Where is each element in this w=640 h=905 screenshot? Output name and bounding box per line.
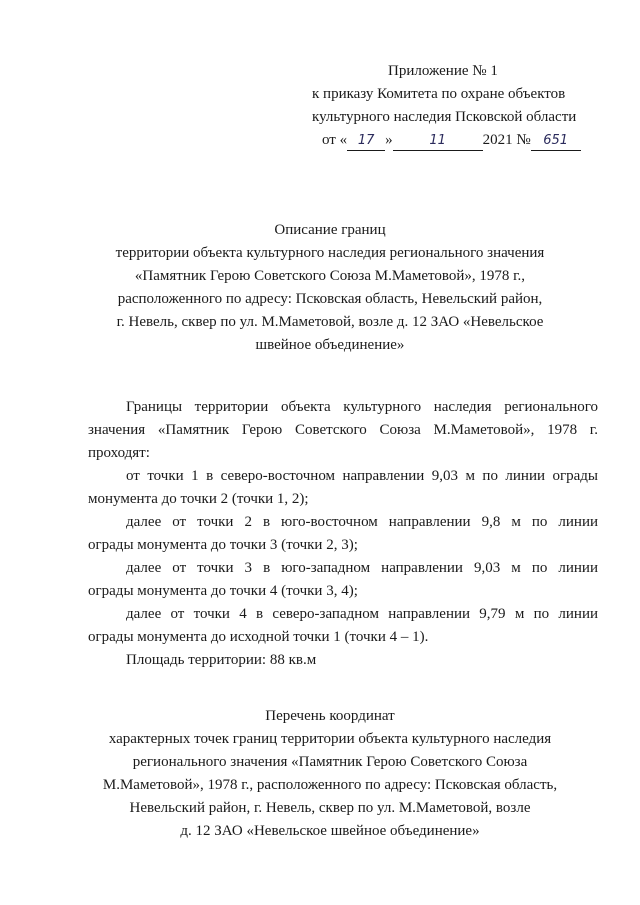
boundary-description-body <box>88 396 598 672</box>
body-line: проходят: <box>88 445 150 461</box>
body-line: далее от точки 4 в северо-западном направлении 9,79 м по линии <box>126 606 598 622</box>
body-line: ограды монумента до точки 3 (точки 2, 3); <box>88 537 358 553</box>
date-year: 2021 № <box>482 132 531 148</box>
area-line: Площадь территории: 88 кв.м <box>126 652 317 668</box>
title-line: характерных точек границ территории объекта культурного наследия <box>108 731 552 747</box>
order-number: 651 <box>531 132 581 151</box>
body-line: Границы территории объекта культурного наследия регионального <box>126 399 598 415</box>
order-reference: к приказу Комитета по охране объектов <box>312 86 566 102</box>
body-line: далее от точки 2 в юго-восточном направлении 9,8 м по линии <box>126 514 598 530</box>
body-line: ограды монумента до исходной точки 1 (точки 4 – 1). <box>88 629 429 645</box>
title-line: территории объекта культурного наследия регионального значения <box>115 245 545 261</box>
date-prefix: от « <box>322 132 348 148</box>
boundary-description-title <box>60 219 600 357</box>
title-line: регионального значения «Памятник Герою Советского Союза <box>132 754 528 770</box>
body-line: значения «Памятник Герою Советского Союза М.Маметовой», 1978 г. <box>88 422 598 438</box>
title-line: д. 12 ЗАО «Невельское швейное объединение» <box>180 823 480 839</box>
body-line: от точки 1 в северо-восточном направлении 9,03 м по линии ограды <box>126 468 598 484</box>
title-line: Перечень координат <box>265 708 395 724</box>
title-line: М.Маметовой», 1978 г., расположенного по адресу: Псковская область, <box>102 777 558 793</box>
date-day: 17 <box>347 132 385 151</box>
body-line: далее от точки 3 в юго-западном направлении 9,03 м по линии <box>126 560 598 576</box>
appendix-header <box>312 60 612 152</box>
title-line: г. Невель, сквер по ул. М.Маметовой, возле д. 12 ЗАО «Невельское <box>116 314 544 330</box>
date-month: 11 <box>393 132 483 151</box>
order-date-line <box>312 129 612 152</box>
title-line: Невельский район, г. Невель, сквер по ул. М.Маметовой, возле <box>129 800 531 816</box>
body-line: ограды монумента до точки 4 (точки 3, 4); <box>88 583 358 599</box>
coordinates-list-title <box>60 705 600 843</box>
title-line: «Памятник Герою Советского Союза М.Маметовой», 1978 г., <box>134 268 526 284</box>
title-line: Описание границ <box>274 222 386 238</box>
appendix-number: Приложение № 1 <box>388 63 498 79</box>
title-line: швейное объединение» <box>255 337 405 353</box>
body-line: монумента до точки 2 (точки 1, 2); <box>88 491 309 507</box>
title-line: расположенного по адресу: Псковская область, Невельский район, <box>117 291 543 307</box>
date-mid: » <box>385 132 393 148</box>
committee-name: культурного наследия Псковской области <box>312 109 577 125</box>
